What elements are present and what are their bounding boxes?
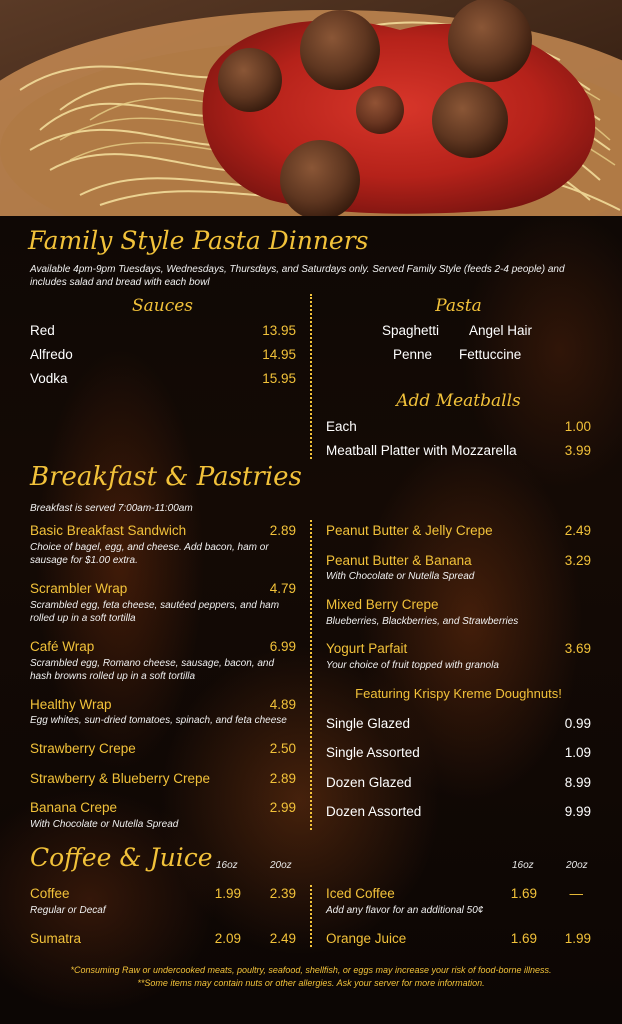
pasta-item-angel-hair: Angel Hair [469, 323, 533, 338]
sauces-heading: Sauces [131, 296, 194, 316]
column-divider-middle [310, 520, 312, 830]
menu-page: Family Style Pasta Dinners Available 4pm-9pm Tuesdays, Wednesdays, Thursdays, and Saturdays only. Served Family Style (feeds 2-4 people) and includes salad and bread with each bowl Sauces Red 13.95 Alfredo 14.95 Vodka 15.95 Pasta Spaghetti Angel Hair Penne Fettuccine Add Meatballs Each 1.00 Meatball Platter with Mozzarella 3.99 Breakfast & Pastries Breakfast is served 7:00am-11:00am Basic Breakfast Sandwich 2.89 Choice of bagel, egg, and cheese. Add bacon, ham or sausage for $1.00 extra. Scrambler Wrap 4.79 Scrambled egg, feta cheese, sautéed peppers, and ham rolled up in a soft tortilla Café Wrap 6.99 Scrambled egg, Romano cheese, sausage, bacon, and hash browns rolled up in a soft tortilla Healthy Wrap 4.89 Egg whites, sun-dried tomatoes, spinach, and feta cheese Strawberry Crepe 2.50 Strawberry & Blueberry Crepe 2.89 Banana Crepe 2.99 With Chocolate or Nutella Spread Peanut Butter & Jelly Crepe 2.49 Peanut Butter & Banana 3.29 With Chocolate or Nutella Spread Mixed Berry Crepe Blueberries, Blackberries, and Strawberries Yogurt Parfait 3.69 Your choice of fruit topped with granola Featuring Krispy Kreme Doughnuts! Single Glazed 0.99 Single Assorted 1.09 Dozen Glazed 8.99 Dozen Assorted 9.99 Coffee & Juice 16oz 20oz 16oz 20oz Coffee 1.99 2.39 Regular or Decaf Sumatra 2.09 2.49 Iced Coffee 1.69 — Add any flavor for an additional 50¢ Orange Juice 1.69 1.99 *Consuming Raw or undercooked meats, poultry, seafood, shellfish, or eggs may increase your risk of food-borne illness. **Some items may contain nuts or other allergies. Ask your server for more information. [0, 0, 622, 1024]
pasta-heading: Pasta [435, 296, 482, 316]
column-divider-bottom [310, 885, 312, 947]
item-description: With Chocolate or Nutella Spread [326, 571, 475, 582]
item-description: Egg whites, sun-dried tomatoes, spinach, and feta cheese [30, 715, 287, 726]
size-header-large: 20oz [566, 860, 588, 871]
item-description: Your choice of fruit topped with granola [326, 660, 499, 671]
size-header-small: 16oz [216, 860, 238, 871]
breakfast-section-subtitle: Breakfast is served 7:00am-11:00am [30, 503, 193, 514]
column-divider-top [310, 294, 312, 459]
breakfast-section-title: Breakfast & Pastries [30, 462, 302, 492]
family-section-subtitle: Available 4pm-9pm Tuesdays, Wednesdays, Thursdays, and Saturdays only. Served Family Style (feeds 2-4 people) and includes salad and bread with each bowl [30, 264, 565, 288]
spaghetti-meatballs-photo [0, 0, 622, 216]
footer-note-food-safety: *Consuming Raw or undercooked meats, poultry, seafood, shellfish, or eggs may increase your risk of food-borne illness. [70, 965, 552, 975]
pasta-item-spaghetti: Spaghetti [382, 323, 440, 338]
item-description: Choice of bagel, egg, and cheese. Add bacon, ham or sausage for $1.00 extra. [30, 542, 269, 566]
item-description: Scrambled egg, feta cheese, sautéed peppers, and ham rolled up in a soft tortilla [30, 600, 280, 624]
item-description: Regular or Decaf [30, 905, 106, 916]
item-description: Add any flavor for an additional 50¢ [326, 905, 484, 916]
doughnuts-heading: Featuring Krispy Kreme Doughnuts! [355, 686, 562, 701]
item-description: With Chocolate or Nutella Spread [30, 819, 179, 830]
family-section-title: Family Style Pasta Dinners [28, 226, 369, 255]
coffee-section-title: Coffee & Juice [30, 843, 213, 872]
size-header-small: 16oz [512, 860, 534, 871]
item-description: Scrambled egg, Romano cheese, sausage, bacon, and hash browns rolled up in a soft tortilla [30, 658, 275, 682]
item-description: Blueberries, Blackberries, and Strawberries [326, 616, 519, 627]
meatballs-heading: Add Meatballs [396, 391, 521, 411]
pasta-item-penne: Penne [393, 347, 433, 362]
size-header-large: 20oz [270, 860, 292, 871]
footer-note-allergies: **Some items may contain nuts or other allergies. Ask your server for more information. [137, 978, 485, 988]
pasta-item-fettuccine: Fettuccine [459, 347, 522, 362]
